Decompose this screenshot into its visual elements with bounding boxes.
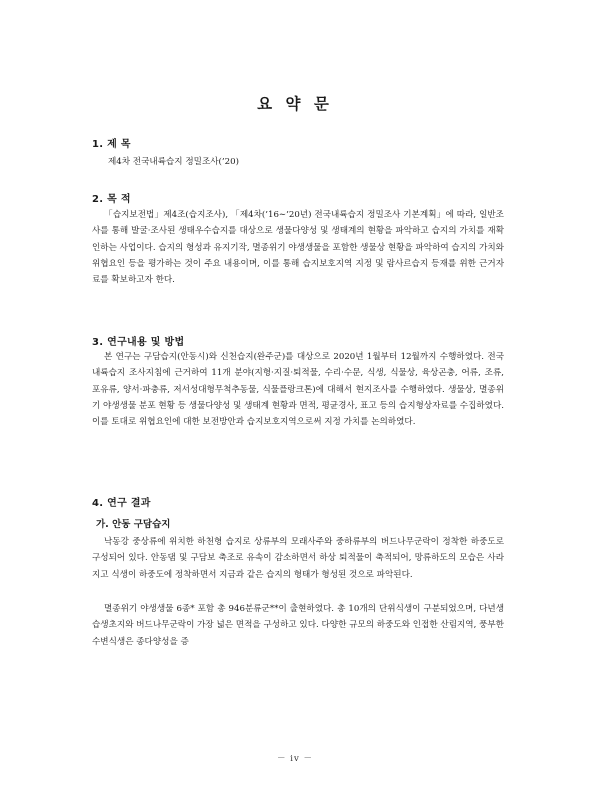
section-body-methods: 본 연구는 구담습지(안동시)와 신천습지(완주군)를 대상으로 2020년 1월부터 12월까지 수행하였다. 전국내륙습지 조사지침에 근거하여 11개 분야(지형·지질·퇴적물, 수리·수문, 식생, 식물상, 육상곤충, 어류, 조류, 포유류, 양서·파충류, 저서성대형무척추동물, 식물플랑크톤)에 대해서 현지조사를 수행하였다. 생물상, 멸종위기 야생생물 분포 현황 등 생물다양성 및 생태계 현황과 면적, 평균경사, 표고 등의 습지형상자료를 수집하였다. 이를 토대로 위협요인에 대한 보전방안과 습지보호지역으로써 지정 가치를 논의하였다. bbox=[92, 352, 504, 428]
section-heading-methods: 3. 연구내용 및 방법 bbox=[92, 337, 185, 348]
subsection-heading-andong: 가. 안동 구담습지 bbox=[96, 519, 171, 530]
section-heading-purpose: 2. 목 적 bbox=[92, 194, 131, 205]
section-heading-results: 4. 연구 결과 bbox=[92, 498, 151, 509]
page-number: － iv － bbox=[277, 754, 313, 764]
results-paragraph-2: 멸종위기 야생생물 6종* 포함 총 946분류군**이 출현하였다. 총 10개의 단위식생이 구분되었으며, 다년생 습생초지와 버드나무군락이 가장 넓은 면적을 구성하고 있다. 다양한 규모의 하중도와 인접한 산림지역, 풍부한 수변식생은 종다양성을 증 bbox=[92, 604, 504, 647]
results-paragraph-1: 낙동강 중상류에 위치한 하천형 습지로 상류부의 모래사주와 중하류부의 버드나무군락이 정착한 하중도로 구성되어 있다. 안동댐 및 구담보 축조로 유속이 감소하면서 하상 퇴적물이 축적되어, 망류하도의 모습은 사라지고 식생이 하중도에 정착하면서 지금과 같은 습지의 형태가 형성된 것으로 파악된다. bbox=[92, 537, 504, 580]
section-body-purpose: 「습지보전법」제4조(습지조사), 「제4차(’16∼’20년) 전국내륙습지 정밀조사 기본계획」에 따라, 일반조사를 통해 발굴·조사된 생태우수습지를 대상으로 생물다양성 및 생태계의 현황을 파악하고 습지의 가치를 재확인하는 사업이다. 습지의 형성과 유지기작, 멸종위기 야생생물을 포함한 생물상 현황을 파악하여 습지의 가치와 위협요인 등을 평가하는 것이 주요 내용이며, 이를 통해 습지보호지역 지정 및 람사르습지 등재를 위한 근거자료를 확보하고자 한다. bbox=[92, 210, 504, 286]
section-body-title: 제4차 전국내륙습지 정밀조사(’20) bbox=[108, 157, 239, 167]
document-title: 요 약 문 bbox=[257, 94, 333, 113]
section-heading-title: 1. 제 목 bbox=[92, 139, 131, 150]
